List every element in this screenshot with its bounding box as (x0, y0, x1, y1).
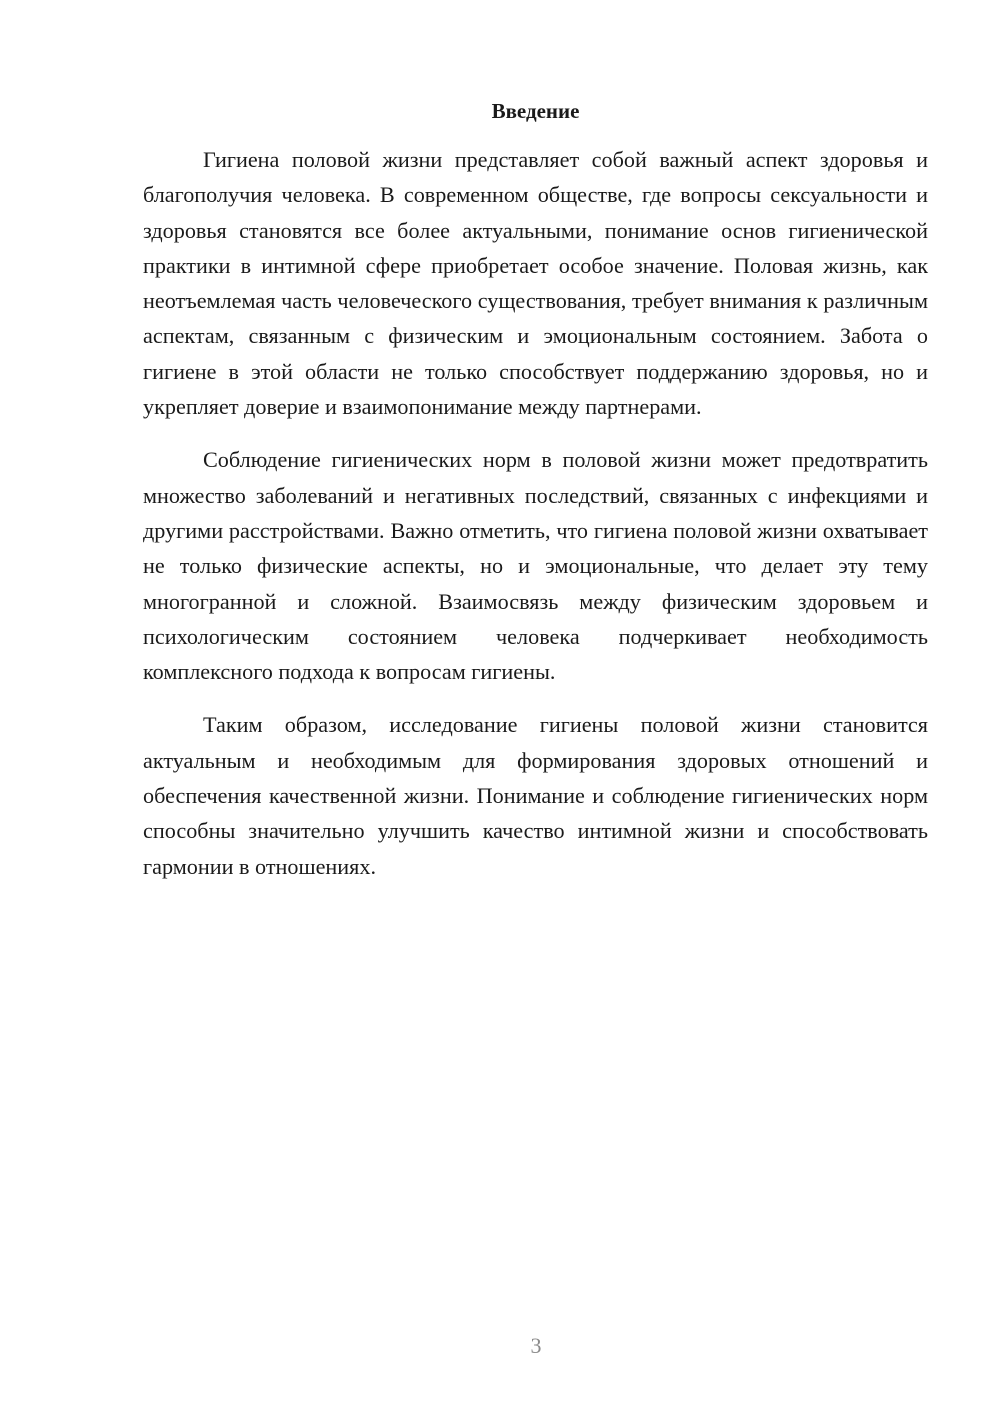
paragraph-1: Гигиена половой жизни представляет собой важный аспект здоровья и благополучия человека. В современном обществе, где вопросы сексуальности и здоровья становятся все более актуальными, понимание основ гигиенической практики в интимной сфере приобретает особое значение. Половая жизнь, как неотъемлемая часть человеческого существования, требует внимания к различным аспектам, связанным с физическим и эмоциональным состоянием. Забота о гигиене в этой области не только способствует поддержанию здоровья, но и укрепляет доверие и взаимопонимание между партнерами. (143, 147, 928, 420)
paragraph-2: Соблюдение гигиенических норм в половой жизни может предотвратить множество заболеваний и негативных последствий, связанных с инфекциями и другими расстройствами. Важно отметить, что гигиена половой жизни охватывает не только физические аспекты, но и эмоциональные, что делает эту тему многогранной и сложной. Взаимосвязь между физическим здоровьем и психологическим состоянием человека подчеркивает необходимость комплексного подхода к вопросам гигиены. (143, 447, 928, 685)
body-text (143, 142, 928, 902)
page-number: 3 (530, 1333, 542, 1358)
paragraph-3: Таким образом, исследование гигиены половой жизни становится актуальным и необходимым для формирования здоровых отношений и обеспечения качественной жизни. Понимание и соблюдение гигиенических норм способны значительно улучшить качество интимной жизни и способствовать гармонии в отношениях. (143, 712, 928, 879)
section-title: Введение (491, 99, 580, 123)
